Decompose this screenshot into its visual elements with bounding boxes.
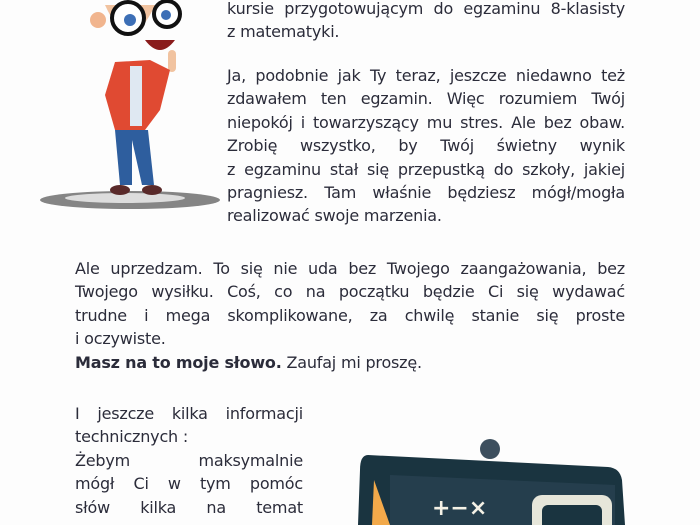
text-line: słów kilka na temat xyxy=(75,497,303,517)
text-line xyxy=(75,351,625,374)
text-line: zdawałem ten egzamin. Więc rozumiem Twój xyxy=(227,89,625,109)
paragraph-2 xyxy=(227,64,625,228)
bold-promise: Masz na to moje słowo. xyxy=(75,352,282,372)
text-line: Twojego wysiłku. Coś, co na początku będzie Ci się wydawać xyxy=(75,282,625,302)
calculator-illustration xyxy=(350,435,630,525)
text-line: Zrobię wszystko, by Twój świetny wynik xyxy=(227,136,625,156)
text-line: technicznych : xyxy=(75,427,189,447)
text-line: i oczywiste. xyxy=(75,329,166,349)
text-line: trudne i mega skomplikowane, za chwilę stanie się proste xyxy=(75,305,625,325)
intro-paragraph xyxy=(227,0,625,44)
text-line: realizować swoje marzenia. xyxy=(227,206,442,226)
trust-text: Zaufaj mi proszę. xyxy=(281,352,422,372)
paragraph-4 xyxy=(75,402,303,519)
svg-text:+−×: +−× xyxy=(432,496,488,521)
text-line: z egzaminu stał się przepustką do szkoły, jakiej xyxy=(227,159,625,179)
paragraph-3 xyxy=(75,257,625,374)
text-line: niepokój i towarzyszący mu stres. Ale bez obaw. xyxy=(227,112,625,132)
cartoon-boy-illustration xyxy=(20,0,220,215)
text-line: z matematyki. xyxy=(227,22,340,42)
text-line: I jeszcze kilka informacji xyxy=(75,404,303,423)
text-line: mógł Ci w tym pomóc xyxy=(75,474,303,494)
text-line: pragniesz. Tam właśnie będziesz mógł/mogła xyxy=(227,182,625,202)
text-line: kursie przygotowującym do egzaminu 8-klasisty xyxy=(227,0,625,18)
text-line: Żebym maksymalnie xyxy=(75,450,303,470)
text-line: Ale uprzedzam. To się nie uda bez Twojego zaangażowania, bez xyxy=(75,259,625,278)
text-line: Ja, podobnie jak Ty teraz, jeszcze niedawno też xyxy=(227,66,625,85)
